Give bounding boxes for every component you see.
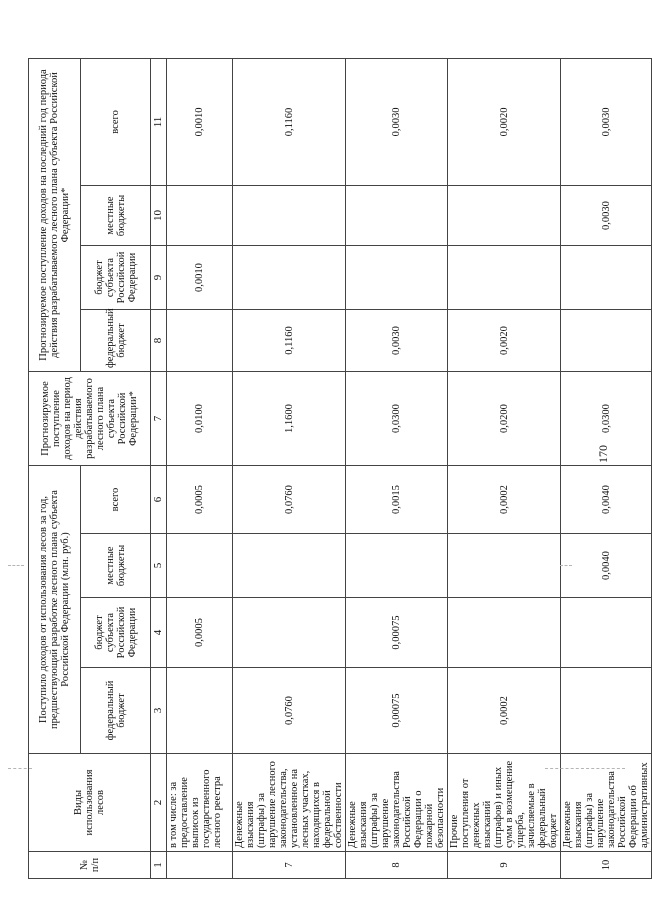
index-cell: 9 [151, 246, 167, 310]
cell-federal-forecast [561, 310, 652, 372]
row-no: 10 [561, 852, 652, 879]
row-kind: в том числе: за предоставление выписок из государственного лесного реестра [167, 754, 233, 852]
row-no: 8 [346, 852, 448, 879]
cell-regional-forecast: 0,0010 [167, 246, 233, 310]
header-kind: Виды использования лесов [29, 754, 151, 852]
cell-regional-forecast [448, 246, 561, 310]
cell-local-forecast [346, 186, 448, 246]
cell-regional: 0,00075 [346, 598, 448, 668]
cell-regional [448, 598, 561, 668]
page-number: 170 [596, 445, 610, 463]
cell-total: 0,0015 [346, 466, 448, 534]
fold-line [545, 768, 625, 769]
row-kind: Прочие поступления от денежных взысканий (штрафов) и иных сумм в возмещение ущерба, зачисляемые в федеральный бюджет [448, 754, 561, 852]
table-row [561, 58, 652, 878]
index-cell: 2 [151, 754, 167, 852]
index-cell: 7 [151, 372, 167, 466]
cell-federal-forecast: 0,0030 [346, 310, 448, 372]
index-cell: 8 [151, 310, 167, 372]
cell-total-forecast: 0,0010 [167, 58, 233, 185]
header-regional-forecast: бюджет субъекта Российской Федерации [81, 246, 151, 310]
header-regional: бюджет субъекта Российской Федерации [81, 598, 151, 668]
fold-line [8, 768, 32, 769]
cell-local [167, 534, 233, 598]
header-total-forecast: всего [81, 58, 151, 185]
cell-federal [561, 668, 652, 754]
cell-regional: 0,0005 [167, 598, 233, 668]
cell-local [233, 534, 346, 598]
table-row [448, 58, 561, 878]
cell-regional-forecast [346, 246, 448, 310]
cell-total-forecast: 0,0030 [346, 58, 448, 185]
cell-total: 0,0005 [167, 466, 233, 534]
row-no: 7 [233, 852, 346, 879]
cell-total: 0,0040 [561, 466, 652, 534]
cell-local-forecast [233, 186, 346, 246]
index-cell: 6 [151, 466, 167, 534]
header-federal-forecast: федеральный бюджет [81, 310, 151, 372]
cell-local: 0,0040 [561, 534, 652, 598]
cell-total: 0,0002 [448, 466, 561, 534]
cell-local [448, 534, 561, 598]
cell-local [346, 534, 448, 598]
header-group-actual: Поступило доходов от использования лесов за год, предшествующий разработке лесного плана субъекта Российской Федерации (млн. руб.) [29, 466, 81, 754]
cell-total-forecast: 0,1160 [233, 58, 346, 185]
index-cell: 11 [151, 58, 167, 185]
fold-line [8, 565, 24, 566]
index-cell: 1 [151, 852, 167, 879]
cell-federal-forecast [167, 310, 233, 372]
cell-regional-forecast [561, 246, 652, 310]
income-table [28, 58, 652, 879]
cell-federal: 0,0002 [448, 668, 561, 754]
index-cell: 5 [151, 534, 167, 598]
header-total: всего [81, 466, 151, 534]
cell-forecast-total: 0,0300 [561, 372, 652, 466]
cell-total-forecast: 0,0030 [561, 58, 652, 185]
row-no: 9 [448, 852, 561, 879]
cell-federal: 0,00075 [346, 668, 448, 754]
header-no: № п/п [29, 852, 151, 879]
cell-forecast-total: 0,0300 [346, 372, 448, 466]
row-no [167, 852, 233, 879]
cell-forecast-total: 1,1600 [233, 372, 346, 466]
cell-local-forecast [448, 186, 561, 246]
cell-forecast-total: 0,0200 [448, 372, 561, 466]
header-row-groups [29, 58, 81, 878]
cell-federal-forecast: 0,0020 [448, 310, 561, 372]
index-cell: 4 [151, 598, 167, 668]
cell-regional-forecast [233, 246, 346, 310]
header-forecast-total: Прогнозируемое поступление доходов на период действия разрабатываемого лесного плана субъекта Российской Федерации* [29, 372, 151, 466]
table-row [346, 58, 448, 878]
index-row [151, 58, 167, 878]
cell-total-forecast: 0,0020 [448, 58, 561, 185]
header-local: местные бюджеты [81, 534, 151, 598]
header-local-forecast: местные бюджеты [81, 186, 151, 246]
cell-total: 0,0760 [233, 466, 346, 534]
row-kind: Денежные взыскания (штрафы) за нарушение лесного законодательства, установленное на лесных участках, находящихся в федеральной собственности [233, 754, 346, 852]
cell-regional [561, 598, 652, 668]
index-cell: 10 [151, 186, 167, 246]
row-kind: Денежные взыскания (штрафы) за нарушение законодательства Российской Федерации о пожарной безопасности [346, 754, 448, 852]
table-row [233, 58, 346, 878]
cell-local-forecast: 0,0030 [561, 186, 652, 246]
row-kind: Денежные взыскания (штрафы) за нарушение законодательства Российской Федерации об административных [561, 754, 652, 852]
cell-local-forecast [167, 186, 233, 246]
header-group-forecast: Прогнозируемое поступление доходов на последний год периода действия разрабатываемого лесного плана субъекта Российской Федерации* [29, 58, 81, 371]
cell-regional [233, 598, 346, 668]
cell-federal [167, 668, 233, 754]
cell-forecast-total: 0,0100 [167, 372, 233, 466]
index-cell: 3 [151, 668, 167, 754]
cell-federal: 0,0760 [233, 668, 346, 754]
cell-federal-forecast: 0,1160 [233, 310, 346, 372]
header-federal: федеральный бюджет [81, 668, 151, 754]
table-row [167, 58, 233, 878]
fold-line [560, 565, 572, 566]
